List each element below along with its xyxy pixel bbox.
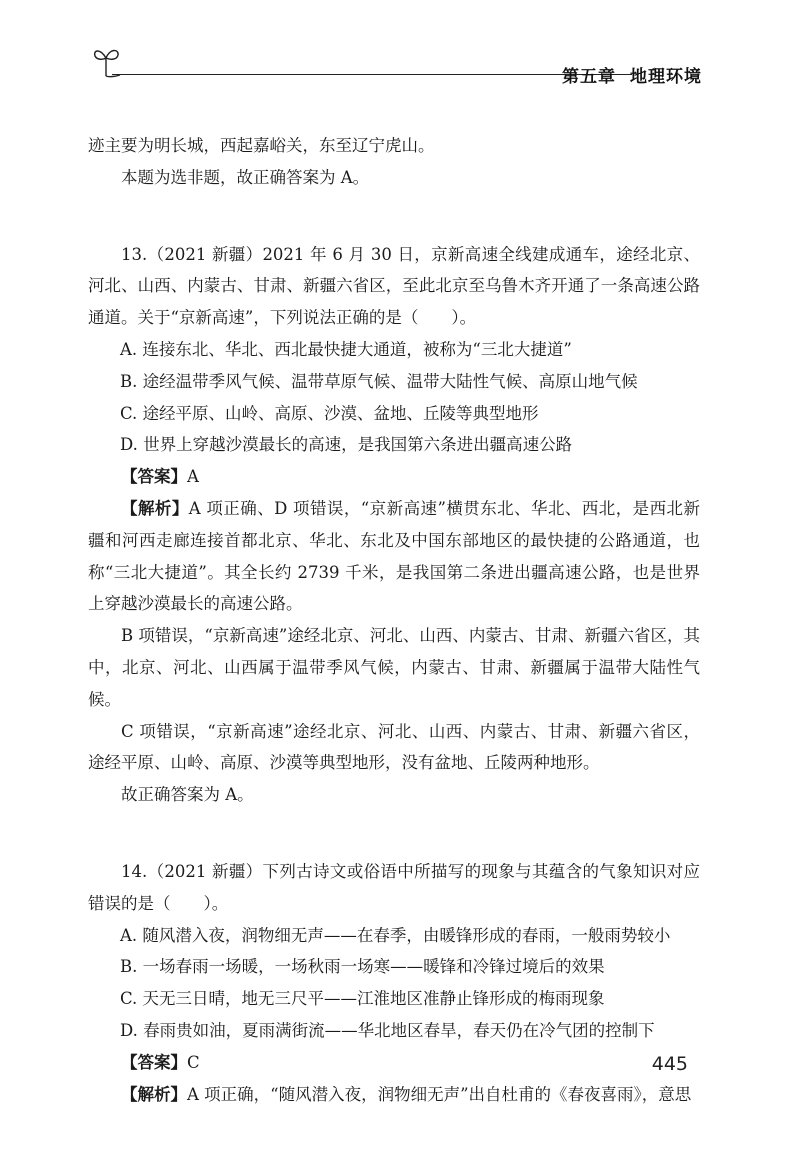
page-content — [88, 130, 700, 1110]
question-14-answer — [88, 1047, 700, 1079]
page-number: 445 — [651, 1053, 688, 1075]
question-13-analysis-1 — [88, 493, 700, 620]
question-13-stem: 13.（2021 新疆）2021 年 6 月 30 日，京新高速全线建成通车，途经北京、河北、山西、内蒙古、甘肃、新疆六省区，至此北京至乌鲁木齐开通了一条高速公路通道。关于“京新高速”，下列说法正确的是（ ）。 — [88, 244, 700, 328]
question-13-option-a: A. 连接东北、华北、西北最快捷大通道，被称为“三北大捷道” — [120, 339, 572, 359]
header-rule — [112, 74, 632, 75]
analysis-text: A 项正确、D 项错误，“京新高速”横贯东北、华北、西北，是西北新疆和河西走廊连接首都北京、华北、东北及中国东部地区的最快捷的公路通道，也称“三北大捷道”。其全长约 2739 千米，是我国第二条进出疆高速公路，也是世界上穿越沙漠最长的高速公路。 — [88, 498, 700, 614]
question-14-option-d: D. 春雨贵如油，夏雨满街流——华北地区春旱，春天仍在冷气团的控制下 — [120, 1020, 655, 1040]
question-13-option-d: D. 世界上穿越沙漠最长的高速，是我国第六条进出疆高速公路 — [120, 435, 573, 455]
continuation-conclusion: 本题为选非题，故正确答案为 A。 — [121, 167, 370, 187]
question-13-option-c: C. 途经平原、山岭、高原、沙漠、盆地、丘陵等典型地形 — [120, 403, 539, 423]
analysis-tag: 【解析】 — [121, 1084, 187, 1104]
answer-tag: 【答案】 — [121, 467, 187, 487]
question-14-option-c: C. 天无三日晴，地无三尺平——江淮地区准静止锋形成的梅雨现象 — [120, 989, 605, 1009]
question-13-analysis-2: B 项错误，“京新高速”途经北京、河北、山西、内蒙古、甘肃、新疆六省区，其中，北京、河北、山西属于温带季风气候，内蒙古、甘肃、新疆属于温带大陆性气候。 — [88, 626, 700, 709]
chapter-name: 地理环境 — [630, 67, 702, 87]
question-13-analysis-3: C 项错误，“京新高速”途经北京、河北、山西、内蒙古、甘肃、新疆六省区，途经平原、山岭、高原、沙漠等典型地形，没有盆地、丘陵两种地形。 — [88, 721, 700, 773]
answer-value: C — [187, 1052, 200, 1072]
question-14-option-b: B. 一场春雨一场暖，一场秋雨一场寒——暖锋和冷锋过境后的效果 — [120, 957, 605, 977]
answer-tag: 【答案】 — [121, 1052, 187, 1072]
analysis-tag: 【解析】 — [121, 498, 189, 518]
sprout-icon — [92, 44, 122, 78]
question-14-option-a: A. 随风潜入夜，润物细无声——在春季，由暖锋形成的春雨，一般雨势较小 — [120, 925, 671, 945]
continuation-text: 迹主要为明长城，西起嘉峪关，东至辽宁虎山。 — [88, 136, 435, 155]
question-14-analysis-1 — [88, 1079, 700, 1111]
running-header — [92, 44, 702, 87]
question-13-option-b: B. 途经温带季风气候、温带草原气候、温带大陆性气候、高原山地气候 — [120, 371, 638, 391]
chapter-title — [562, 62, 702, 87]
question-14-stem: 14.（2021 新疆）下列古诗文或俗语中所描写的现象与其蕴含的气象知识对应错误的是（ ）。 — [88, 861, 700, 913]
question-13-conclusion: 故正确答案为 A。 — [121, 785, 254, 805]
analysis-text: A 项正确，“随风潜入夜，润物细无声”出自杜甫的《春夜喜雨》，意思 — [187, 1084, 692, 1104]
question-13-answer — [88, 461, 700, 493]
answer-value: A — [187, 467, 199, 487]
chapter-number: 第五章 — [562, 67, 616, 87]
